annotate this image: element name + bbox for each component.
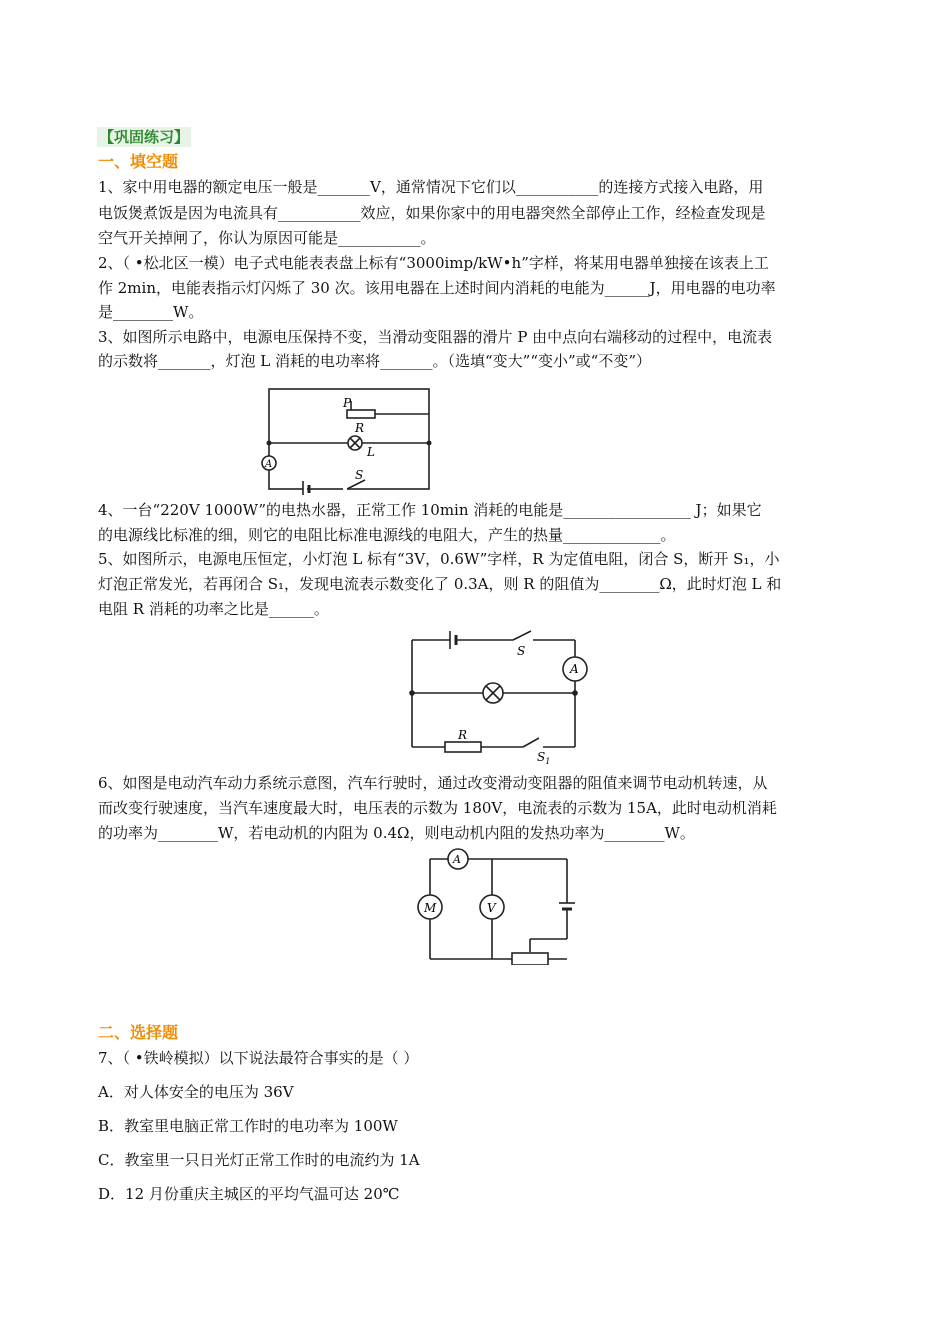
fig3-motor-label: M — [424, 901, 437, 915]
q5-line3: 电阻 R 消耗的功率之比是______。 — [98, 600, 329, 618]
q4-line1: 4、一台“220V 1000W”的电热水器，正常工作 10min 消耗的电能是_________________ J；如果它 — [98, 501, 762, 519]
q1-line1: 1、家中用电器的额定电压一般是_______V，通常情况下它们以___________的连接方式接入电路，用 — [98, 178, 764, 196]
q2-line1: 2、（ •松北区一模）电子式电能表表盘上标有“3000imp/kW•h”字样，将某用电器单独接在该表上工 — [98, 254, 769, 272]
circuit-diagram-3 — [412, 845, 587, 965]
q5-line1: 5、如图所示，电源电压恒定，小灯泡 L 标有“3V，0.6W”字样，R 为定值电阻，闭合 S，断开 S₁，小 — [98, 550, 780, 568]
q7-option-a: A．对人体安全的电压为 36V — [98, 1083, 294, 1101]
q6-line3: 的功率为________W，若电动机的内阻为 0.4Ω，则电动机内阻的发热功率为________W。 — [98, 824, 695, 842]
section-fill-in: 一、填空题 — [98, 152, 179, 171]
fig2-ammeter-label: A — [570, 662, 579, 676]
fig1-label-l: L — [367, 445, 375, 459]
q1-line3: 空气开关掉闸了，你认为原因可能是___________。 — [98, 229, 436, 247]
q6-line1: 6、如图是电动汽车动力系统示意图，汽车行驶时，通过改变滑动变阻器的阻值来调节电动机转速，从 — [98, 774, 768, 792]
q3-line2: 的示数将_______，灯泡 L 消耗的电功率将_______。（选填“变大”“变小”或“不变”） — [98, 352, 652, 370]
q6-line2: 而改变行驶速度，当汽车速度最大时，电压表的示数为 180V，电流表的示数为 15A，此时电动机消耗 — [98, 799, 777, 817]
fig2-label-r: R — [458, 728, 468, 742]
practice-header: 【巩固练习】 — [99, 128, 190, 146]
section-choice: 二、选择题 — [98, 1023, 179, 1042]
q2-line2: 作 2min，电能表指示灯闪烁了 30 次。该用电器在上述时间内消耗的电能为______J，用电器的电功率 — [98, 279, 776, 297]
q4-line2: 的电源线比标准的细，则它的电阻比标准电源线的电阻大，产生的热量_____________。 — [98, 526, 676, 544]
q7-option-c: C．教室里一只日光灯正常工作时的电流约为 1A — [98, 1151, 420, 1169]
fig1-label-s: S — [355, 468, 364, 482]
fig1-label-p: P — [343, 396, 352, 410]
q7-option-b: B．教室里电脑正常工作时的电功率为 100W — [98, 1117, 398, 1135]
q5-line2: 灯泡正常发光，若再闭合 S₁，发现电流表示数变化了 0.3A，则 R 的阻值为________Ω，此时灯泡 L 和 — [98, 575, 782, 593]
fig3-ammeter-label: A — [453, 853, 461, 866]
fig1-label-r: R — [355, 421, 365, 435]
fig1-ammeter-label: A — [265, 459, 273, 470]
q3-line1: 3、如图所示电路中，电源电压保持不变，当滑动变阻器的滑片 P 由中点向右端移动的过程中，电流表 — [98, 328, 773, 346]
circuit-diagram-2 — [405, 625, 590, 765]
q2-line3: 是________W。 — [98, 303, 204, 321]
circuit-diagram-1 — [255, 385, 435, 495]
fig2-label-s: S — [517, 644, 526, 658]
fig3-voltmeter-label: V — [487, 901, 496, 915]
q7-stem: 7、（ •铁岭模拟）以下说法最符合事实的是（ ） — [98, 1049, 419, 1067]
q1-line2: 电饭煲煮饭是因为电流具有___________效应，如果你家中的用电器突然全部停止工作，经检查发现是 — [98, 204, 766, 222]
q7-option-d: D．12 月份重庆主城区的平均气温可达 20℃ — [98, 1185, 400, 1203]
fig2-label-s1: $S_1$ — [537, 750, 551, 765]
